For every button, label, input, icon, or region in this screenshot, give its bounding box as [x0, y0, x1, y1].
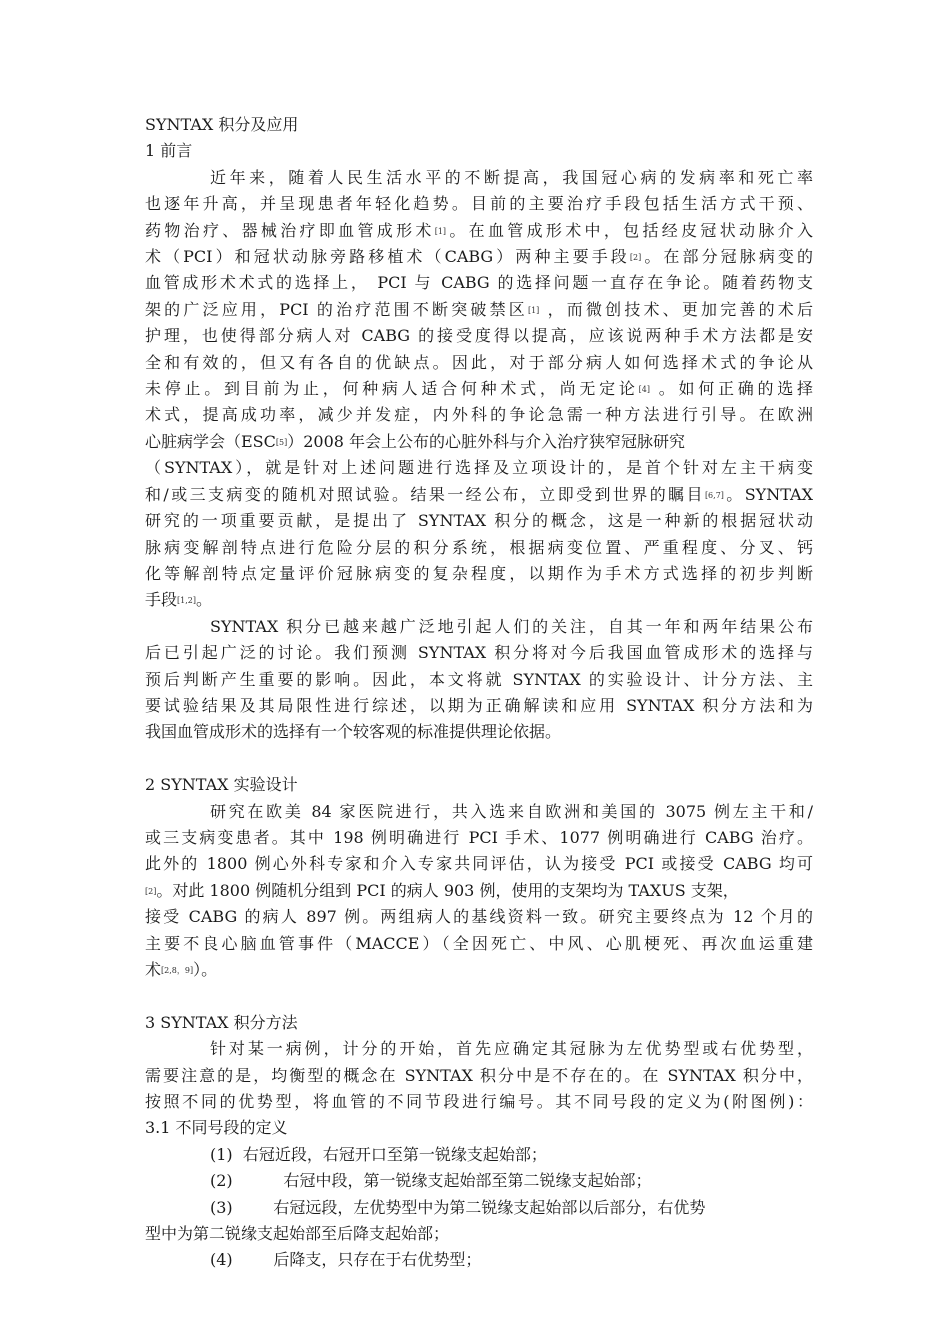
s1-p1-line-9: 未停止。到目前为止，何种病人适合何种术式，尚无定论[4] 。如何正确的选择 — [145, 379, 813, 399]
s1-p1-line-3: 药物治疗、器械治疗即血管成形术[1]。在血管成形术中，包括经皮冠状动脉介入 — [145, 220, 813, 240]
section-spacer — [145, 746, 813, 772]
s1-p1-line-8: 全和有效的，但又有各自的优缺点。因此，对于部分病人如何选择术式的争论从 — [145, 352, 813, 372]
s2-p1-line-7: 术[2,8，9]）。 — [145, 959, 218, 979]
s3-p1-line-3: 按照不同的优势型，将血管的不同节段进行编号。其不同号段的定义为(附图例)： — [145, 1092, 813, 1111]
s1-p1-line-4: 术（PCI）和冠状动脉旁路移植术（CABG）两种主要手段[2]。在部分冠脉病变的 — [145, 247, 813, 267]
s1-p2-line-4: 要试验结果及其局限性进行综述，以期为正确解读和应用 SYNTAX 积分方法和为 — [145, 695, 813, 715]
item-number: (4) — [210, 1250, 233, 1270]
s1-p1-line-11: 心脏病学会（ESC[5]）2008 年会上公布的心脏外科与介入治疗狭窄冠脉研究 — [145, 431, 686, 451]
s1-p2-line-3: 预后判断产生重要的影响。因此，本文将就 SYNTAX 的实验设计、计分方法、主 — [145, 669, 813, 689]
citation: [6,7] — [704, 490, 724, 500]
s1-p1-line-14: 研究的一项重要贡献，是提出了 SYNTAX 积分的概念，这是一种新的根据冠状动 — [145, 511, 813, 531]
s1-p1-line-6: 架的广泛应用，PCI 的治疗范围不断突破禁区[1] ，而微创技术、更加完善的术后 — [145, 299, 813, 319]
citation: [5] — [275, 437, 288, 447]
s3-p1-line-2: 需要注意的是，均衡型的概念在 SYNTAX 积分中是不存在的。在 SYNTAX 积分中， — [145, 1065, 813, 1085]
s1-p1-line-5: 血管成形术术式的选择上， PCI 与 CABG 的选择问题一直存在争论。随着药物支 — [145, 273, 813, 293]
document-page — [145, 112, 813, 1274]
citation: [4] — [638, 385, 650, 395]
citation: [1] — [434, 226, 447, 236]
s3-p1-line-1: 针对某一病例，计分的开始，首先应确定其冠脉为左优势型或右优势型， — [210, 1039, 813, 1059]
s2-p1-line-6: 主要不良心脑血管事件（MACCE）（全因死亡、中风、心肌梗死、再次血运重建 — [145, 933, 813, 953]
s1-p1-line-2: 也逐年升高，并呈现患者年轻化趋势。目前的主要治疗手段包括生活方式干预、 — [145, 194, 813, 214]
s2-p1-line-5: 接受 CABG 的病人 897 例。两组病人的基线资料一致。研究主要终点为 12 个月的 — [145, 907, 813, 927]
s1-p2-line-1: SYNTAX 积分已越来越广泛地引起人们的关注，自其一年和两年结果公布 — [210, 616, 813, 636]
document-title: SYNTAX 积分及应用 — [145, 115, 299, 134]
item-text: 后降支，只存在于右优势型； — [273, 1250, 482, 1270]
item-number: (2) — [210, 1171, 233, 1191]
item-text: 右冠中段，第一锐缘支起始部至第二锐缘支起始部； — [283, 1171, 652, 1191]
s2-p1-line-1: 研究在欧美 84 家医院进行，共入选来自欧洲和美国的 3075 例左主干和/ — [210, 801, 813, 821]
section-2-heading: 2 SYNTAX 实验设计 — [145, 775, 298, 795]
item-text: 右冠近段，右冠开口至第一锐缘支起始部； — [242, 1144, 547, 1164]
definition-item-2 — [145, 1168, 813, 1194]
section-1-heading: 1 前言 — [145, 141, 193, 161]
s1-p1-line-17: 手段[1,2]。 — [145, 590, 212, 610]
s1-p1-line-12: （SYNTAX），就是针对上述问题进行选择及立项设计的，是首个针对左主干病变 — [145, 458, 813, 478]
citation: [1] — [527, 305, 540, 315]
s1-p1-line-7: 护理，也使得部分病人对 CABG 的接受度得以提高，应该说两种手术方法都是安 — [145, 326, 813, 346]
s2-p1-line-2: 或三支病变患者。其中 198 例明确进行 PCI 手术、1077 例明确进行 CABG 治疗。 — [145, 827, 813, 847]
item-number: (3) — [210, 1197, 233, 1217]
section-3-heading: 3 SYNTAX 积分方法 — [145, 1012, 298, 1032]
citation: [1,2] — [177, 596, 196, 606]
item-text: 右冠远段，左优势型中为第二锐缘支起始部以后部分，右优势 — [273, 1197, 706, 1217]
s1-p1-line-10: 术式，提高成功率，减少并发症，内外科的争论急需一种方法进行引导。在欧洲 — [145, 405, 813, 425]
definition-item-3 — [145, 1195, 813, 1221]
s1-p1-line-15: 脉病变解剖特点进行危险分层的积分系统，根据病变位置、严重程度、分叉、钙 — [145, 537, 813, 557]
subsection-3-1-heading: 3.1 不同号段的定义 — [145, 1118, 288, 1138]
section-spacer — [145, 983, 813, 1009]
citation: [2] — [629, 253, 642, 263]
s1-p2-line-2: 后已引起广泛的讨论。我们预测 SYNTAX 积分将对今后我国血管成形术的选择与 — [145, 643, 813, 663]
s1-p1-line-1: 近年来，随着人民生活水平的不断提高，我国冠心病的发病率和死亡率 — [210, 167, 813, 187]
item-number: (1) — [210, 1144, 233, 1164]
citation: [2] — [145, 886, 157, 896]
s1-p1-line-13: 和/或三支病变的随机对照试验。结果一经公布，立即受到世界的瞩目[6,7]。SYNTAX — [145, 484, 813, 504]
definition-item-1 — [145, 1142, 813, 1168]
s1-p1-line-16: 化等解剖特点定量评价冠脉病变的复杂程度，以期作为手术方式选择的初步判断 — [145, 563, 813, 583]
definition-item-3-cont: 型中为第二锐缘支起始部至后降支起始部； — [145, 1224, 450, 1244]
s2-p1-line-3: 此外的 1800 例心外科专家和介入专家共同评估，认为接受 PCI 或接受 CABG 均可 — [145, 854, 813, 874]
s2-p1-line-4: [2]。对此 1800 例随机分组到 PCI 的病人 903 例，使用的支架均为 TAXUS 支架， — [145, 880, 739, 900]
definition-item-4 — [145, 1247, 813, 1273]
s1-p2-line-5: 我国血管成形术的选择有一个较客观的标准提供理论依据。 — [145, 722, 562, 742]
citation: [2,8，9] — [161, 965, 194, 975]
